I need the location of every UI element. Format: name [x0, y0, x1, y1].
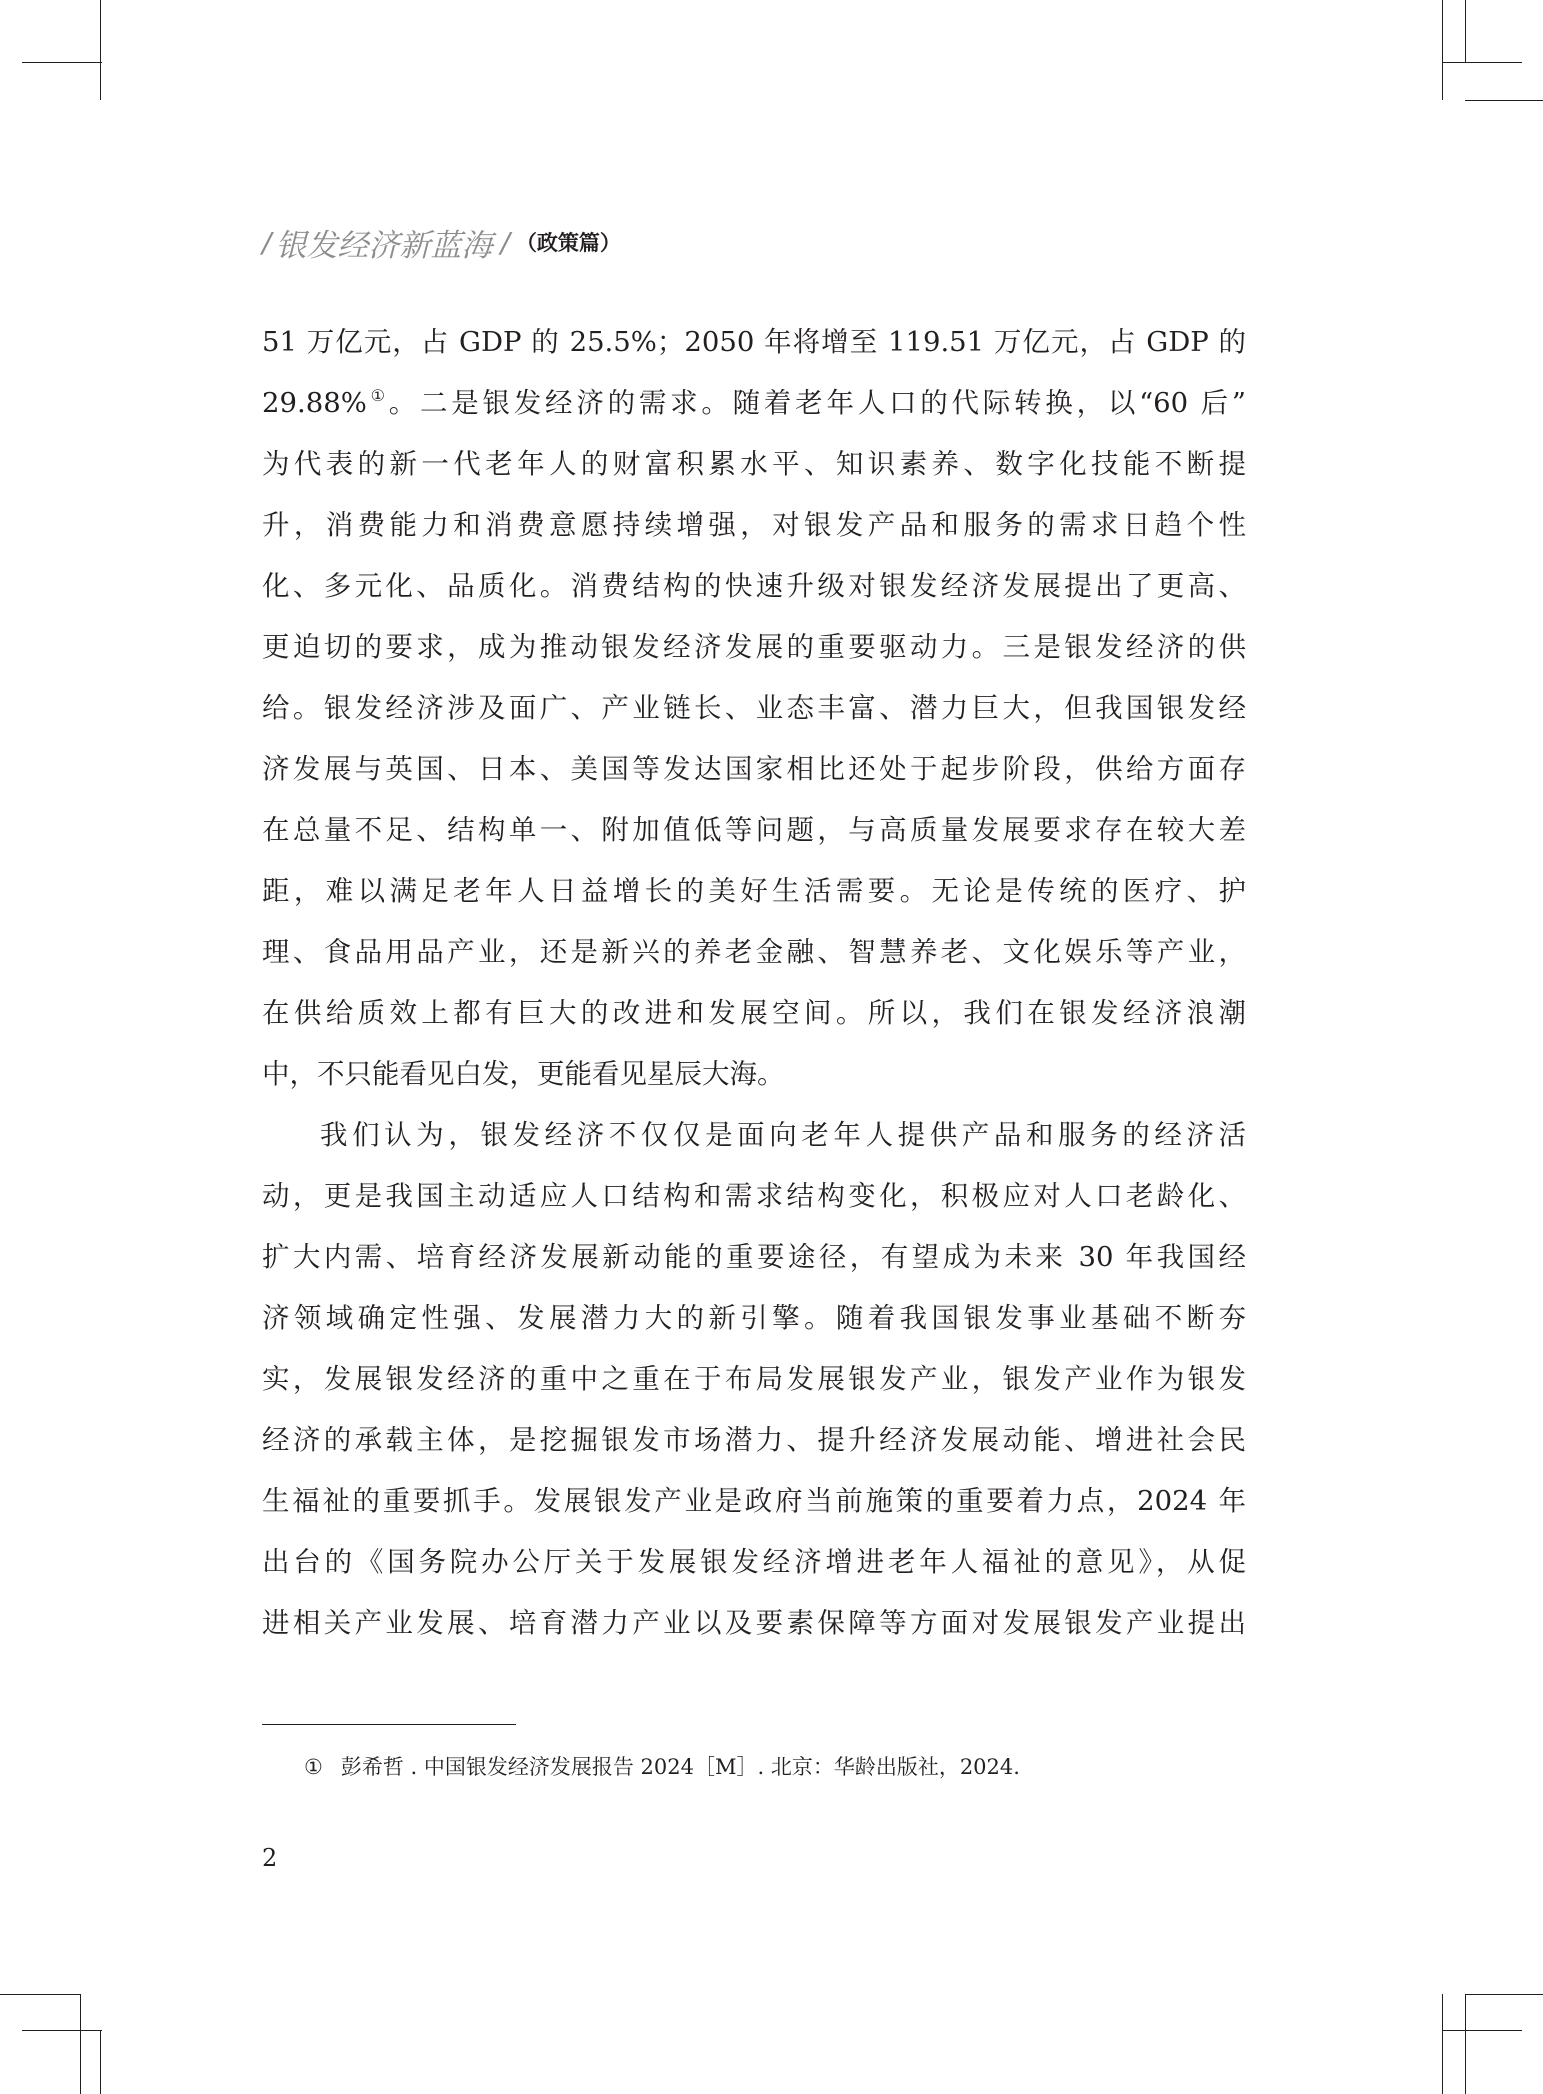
footnote-text: 彭希哲 . 中国银发经济发展报告 2024［M］. 北京：华龄出版社，2024. — [340, 1755, 1020, 1779]
text-fragment: 。二是银发经济的需求。随着老年人口的代际转换，以“60 后” — [388, 387, 1246, 419]
text-line: 化、多元化、品质化。消费结构的快速升级对银发经济发展提出了更高、 — [262, 570, 1246, 602]
text-line: 51 万亿元，占 GDP 的 25.5%；2050 年将增至 119.51 万亿元，占 GDP 的 — [262, 326, 1246, 358]
text-line: 给。银发经济涉及面广、产业链长、业态丰富、潜力巨大，但我国银发经 — [262, 692, 1246, 724]
crop-mark-top-right-h — [1442, 62, 1522, 63]
book-title: 银发经济新蓝海 — [275, 227, 493, 264]
text-line: 距，难以满足老年人日益增长的美好生活需要。无论是传统的医疗、护 — [262, 875, 1246, 907]
footnote-reference[interactable]: ① — [366, 386, 389, 405]
text-line: 济领域确定性强、发展潜力大的新引擎。随着我国银发事业基础不断夯 — [262, 1302, 1246, 1334]
crop-mark-bottom-left-h — [0, 1994, 80, 1995]
crop-mark-bottom-left-h2 — [22, 2030, 102, 2031]
crop-mark-top-left-v — [100, 0, 101, 100]
crop-mark-bottom-left-v2 — [100, 2030, 101, 2094]
text-line: 生福祉的重要抓手。发展银发产业是政府当前施策的重要着力点，2024 年 — [262, 1485, 1246, 1517]
running-header — [262, 222, 621, 262]
crop-mark-bottom-right-h — [1465, 1994, 1543, 1995]
crop-mark-top-right-v — [1442, 0, 1443, 100]
body-text — [262, 312, 1246, 1654]
text-line: 理、食品用品产业，还是新兴的养老金融、智慧养老、文化娱乐等产业， — [262, 936, 1246, 968]
text-line — [262, 373, 1246, 434]
crop-mark-bottom-right-v — [1442, 1994, 1443, 2094]
text-line: 进相关产业发展、培育潜力产业以及要素保障等方面对发展银发产业提出 — [262, 1607, 1246, 1639]
crop-mark-top-right-h2 — [1465, 100, 1543, 101]
volume-label: （政策篇） — [515, 231, 621, 255]
text-line: 升，消费能力和消费意愿持续增强，对银发产品和服务的需求日趋个性 — [262, 509, 1246, 541]
crop-mark-top-right-v2 — [1465, 0, 1466, 62]
footnote-separator — [262, 1724, 516, 1725]
text-line: 中，不只能看见白发，更能看见星辰大海。 — [262, 1058, 785, 1090]
text-line: 我们认为，银发经济不仅仅是面向老年人提供产品和服务的经济活 — [320, 1119, 1246, 1151]
crop-mark-bottom-left-v — [80, 1994, 81, 2094]
text-line: 动，更是我国主动适应人口结构和需求结构变化，积极应对人口老龄化、 — [262, 1180, 1246, 1212]
crop-mark-bottom-right-h2 — [1442, 2030, 1522, 2031]
header-slash-right: / — [500, 225, 510, 259]
text-line: 在供给质效上都有巨大的改进和发展空间。所以，我们在银发经济浪潮 — [262, 997, 1246, 1029]
text-line: 在总量不足、结构单一、附加值低等问题，与高质量发展要求存在较大差 — [262, 814, 1246, 846]
crop-mark-top-left-h — [22, 62, 102, 63]
crop-mark-bottom-right-v2 — [1465, 1994, 1466, 2094]
text-line: 更迫切的要求，成为推动银发经济发展的重要驱动力。三是银发经济的供 — [262, 631, 1246, 663]
text-line: 出台的《国务院办公厅关于发展银发经济增进老年人福祉的意见》，从促 — [262, 1546, 1246, 1578]
text-fragment: 29.88% — [262, 387, 367, 419]
footnote-mark: ① — [304, 1755, 323, 1779]
text-line: 扩大内需、培育经济发展新动能的重要途径，有望成为未来 30 年我国经 — [262, 1241, 1246, 1273]
text-line: 为代表的新一代老年人的财富积累水平、知识素养、数字化技能不断提 — [262, 448, 1246, 480]
footnote — [304, 1752, 1020, 1782]
text-line: 济发展与英国、日本、美国等发达国家相比还处于起步阶段，供给方面存 — [262, 753, 1246, 785]
text-line: 经济的承载主体，是挖掘银发市场潜力、提升经济发展动能、增进社会民 — [262, 1424, 1246, 1456]
header-slash-left: / — [262, 225, 272, 259]
page-number: 2 — [262, 1844, 278, 1872]
text-line: 实，发展银发经济的重中之重在于布局发展银发产业，银发产业作为银发 — [262, 1363, 1246, 1395]
